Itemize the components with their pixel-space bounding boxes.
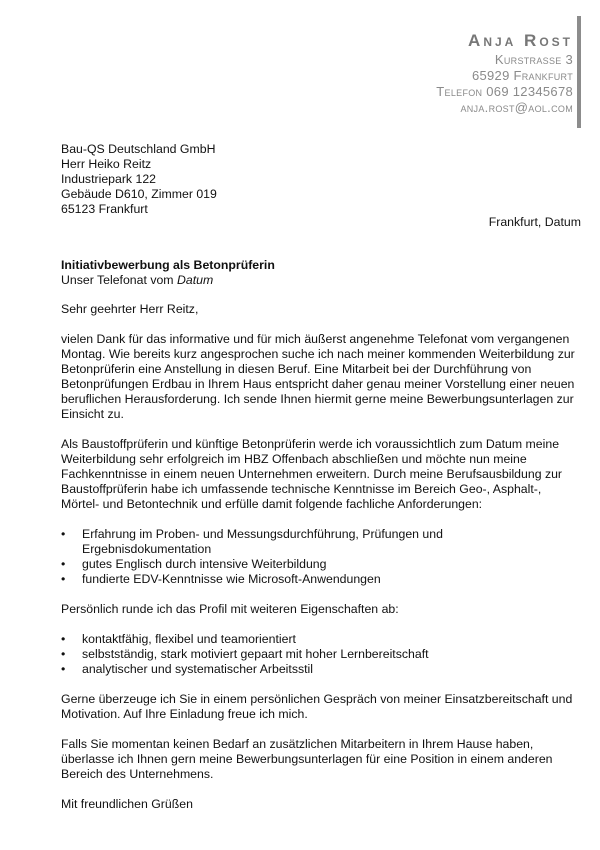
sender-city: 65929 Frankfurt: [471, 68, 573, 83]
reference-date: Datum: [176, 273, 214, 287]
recipient-person: Herr Heiko Reitz: [61, 157, 152, 171]
paragraph-interview: Gerne überzeuge ich Sie in einem persönlichen Gespräch von meiner Einsatzbereitschaft und Motivation. Auf Ihre Einladung freue ich mich.: [61, 692, 573, 721]
list-item: • kontaktfähig, flexibel und teamorientiert: [61, 632, 575, 647]
subject-block: [61, 258, 575, 288]
list-item: • analytischer und systematischer Arbeitsstil: [61, 662, 575, 677]
recipient-city: 65123 Frankfurt: [61, 202, 148, 216]
list-item: • selbstständig, stark motiviert gepaart mit hoher Lernbereitschaft: [61, 647, 575, 662]
recipient-building: Gebäude D610, Zimmer 019: [61, 187, 217, 201]
list-item: • fundierte EDV-Kenntnisse wie Microsoft-Anwendungen: [61, 572, 575, 587]
date-line: Frankfurt, Datum: [488, 215, 581, 229]
letter-body: [61, 302, 575, 827]
salutation: Sehr geehrter Herr Reitz,: [61, 302, 199, 316]
sender-phone: Telefon 069 12345678: [436, 84, 573, 99]
recipient-address: [61, 142, 575, 217]
sender-name: Anja Rost: [468, 31, 573, 50]
subject-title: Initiativbewerbung als Betonprüferin: [61, 258, 275, 272]
list-item: • Erfahrung im Proben- und Messungsdurchführung, Prüfungen und Ergebnisdokumentation: [61, 527, 575, 557]
reference-prefix: Unser Telefonat vom: [61, 273, 174, 287]
paragraph-alternative: Falls Sie momentan keinen Bedarf an zusätzlichen Mitarbeitern in Ihrem Hause haben, überlasse ich Ihnen gern meine Bewerbungsunterlagen für eine Position in einem anderen Bereich des Unternehmens.: [61, 737, 553, 781]
sender-street: Kurstrasse 3: [494, 52, 573, 67]
closing: Mit freundlichen Grüßen: [61, 797, 193, 811]
paragraph-intro: vielen Dank für das informative und für mich äußerst angenehme Telefonat vom vergangenen Montag. Wie bereits kurz angesprochen suche ich nach meiner kommenden Weiterbildung zur Betonprüferin eine Anstellung in diesen Beruf. Eine Mitarbeit bei der Durchführung von Betonprüfungen Erdbau in Ihrem Haus entspricht daher genau meiner Vorstellung einer neuen beruflichen Herausforderung. Ich sende Ihnen hiermit gerne meine Bewerbungsunterlagen zur Einsicht zu.: [61, 332, 575, 421]
sender-accent-bar: [577, 16, 581, 128]
paragraph-qualification: Als Baustoffprüferin und künftige Betonprüferin werde ich voraussichtlich zum Datum meine Weiterbildung sehr erfolgreich im HBZ Offenbach abschließen und möchte nun meine Fachkenntnisse in einem neuen Unternehmen erweitern. Durch meine Berufsausbildung zur Baustoffprüferin habe ich umfassende technische Kenntnisse im Bereich Geo-, Asphalt-, Mörtel- und Betontechnik und erfülle damit folgende fachliche Anforderungen:: [61, 437, 563, 511]
list-item: • gutes Englisch durch intensive Weiterbildung: [61, 557, 575, 572]
subject-reference: [61, 273, 575, 288]
requirements-list: [61, 527, 575, 587]
traits-list: [61, 632, 575, 677]
paragraph-personal: Persönlich runde ich das Profil mit weiteren Eigenschaften ab:: [61, 602, 399, 616]
sender-block: [436, 30, 573, 116]
recipient-company: Bau-QS Deutschland GmbH: [61, 142, 216, 156]
sender-email: anja.rost@aol.com: [460, 100, 573, 115]
recipient-street: Industriepark 122: [61, 172, 157, 186]
